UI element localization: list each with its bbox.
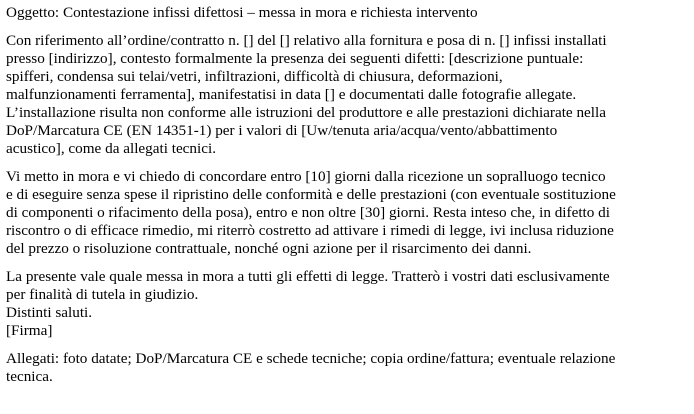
- subject-line: [6, 4, 688, 22]
- text-line: del prezzo o risoluzione contrattuale, nonché ogni azione per il risarcimento dei danni.: [6, 240, 532, 257]
- paragraph-closing: [6, 268, 688, 340]
- text-line: riscontro o di efficace rimedio, mi riterrò costretto ad attivare i rimedi di legge, ivi inclusa riduzione: [6, 222, 614, 239]
- salutation: Distinti saluti.: [6, 304, 93, 321]
- text-line: Con riferimento all’ordine/contratto n. [] del [] relativo alla fornitura e posa di n. [] infissi installati: [6, 32, 607, 49]
- text-line: acustico], come da allegati tecnici.: [6, 140, 216, 157]
- text-line: L’installazione risulta non conforme alle istruzioni del produttore e alle prestazioni dichiarate nella: [6, 104, 606, 121]
- text-line: spifferi, condensa sui telai/vetri, infiltrazioni, difficoltà di chiusura, deformazioni,: [6, 68, 503, 85]
- paragraph-defects: [6, 32, 688, 158]
- text-line: di componenti o rifacimento della posa), entro e non oltre [30] giorni. Resta inteso che, in difetto di: [6, 204, 610, 221]
- attachments-list: [6, 350, 688, 386]
- text-line: tecnica.: [6, 368, 53, 385]
- subject-text: Oggetto: Contestazione infissi difettosi – messa in mora e richiesta intervento: [6, 4, 478, 21]
- signature-placeholder: [Firma]: [6, 322, 53, 339]
- text-line: La presente vale quale messa in mora a tutti gli effetti di legge. Tratterò i vostri dati esclusivamente: [6, 268, 610, 285]
- text-line: malfunzionamenti ferramenta], manifestatisi in data [] e documentati dalle fotografie allegate.: [6, 86, 577, 103]
- text-line: e di eseguire senza spese il ripristino delle conformità e delle prestazioni (con eventuale sostituzione: [6, 186, 616, 203]
- text-line: Allegati: foto datate; DoP/Marcatura CE e schede tecniche; copia ordine/fattura; eventuale relazione: [6, 350, 616, 367]
- paragraph-notice: [6, 168, 688, 258]
- text-line: per finalità di tutela in giudizio.: [6, 286, 199, 303]
- text-line: presso [indirizzo], contesto formalmente la presenza dei seguenti difetti: [descrizione puntuale:: [6, 50, 584, 67]
- text-line: DoP/Marcatura CE (EN 14351-1) per i valori di [Uw/tenuta aria/acqua/vento/abbattimento: [6, 122, 558, 139]
- text-line: Vi metto in mora e vi chiedo di concordare entro [10] giorni dalla ricezione un sopralluogo tecnico: [6, 168, 606, 185]
